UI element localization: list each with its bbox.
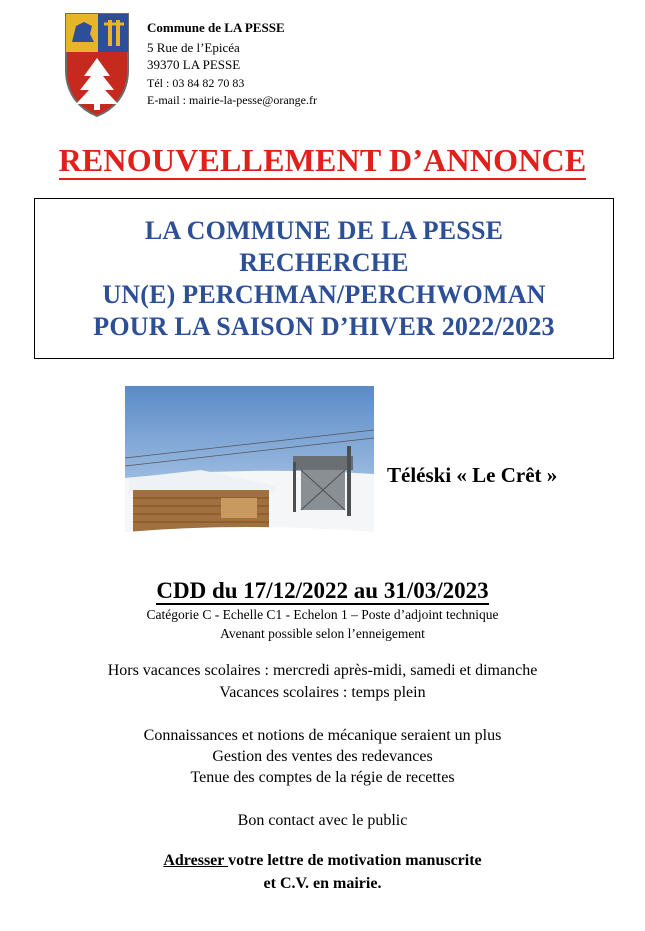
street-address: 5 Rue de l’Epicéa (147, 40, 240, 55)
contract-dates-text: CDD du 17/12/2022 au 31/03/2023 (156, 578, 489, 603)
skill-contact: Bon contact avec le public (237, 812, 408, 829)
page-title (0, 142, 645, 179)
announcement-line: RECHERCHE (239, 248, 409, 277)
email-address: E-mail : mairie-la-pesse@orange.fr (147, 93, 317, 107)
commune-name: Commune de LA PESSE (147, 20, 285, 35)
skill-mechanics: Connaissances et notions de mécanique seraient un plus (143, 727, 502, 744)
apply-verb: Adresser (163, 852, 229, 869)
announcement-line: POUR LA SAISON D’HIVER 2022/2023 (93, 312, 555, 341)
photo-caption: Téléski « Le Crêt » (387, 463, 558, 487)
announcement-box (34, 198, 614, 359)
announcement-line: LA COMMUNE DE LA PESSE (144, 216, 504, 245)
coat-of-arms-icon (64, 12, 130, 118)
contract-category: Catégorie C - Echelle C1 - Echelon 1 – Poste d’adjoint technique (146, 607, 499, 622)
skill-sales: Gestion des ventes des redevances (212, 748, 433, 765)
contract-amendment: Avenant possible selon l’enneigement (220, 626, 425, 641)
phone-number: Tél : 03 84 82 70 83 (147, 76, 245, 90)
city-address: 39370 LA PESSE (147, 57, 241, 72)
schedule-holidays: Vacances scolaires : temps plein (219, 684, 426, 701)
ski-lift-photo (125, 386, 374, 553)
skill-accounts: Tenue des comptes de la régie de recettes (190, 769, 455, 786)
page-title-text: RENOUVELLEMENT D’ANNONCE (58, 142, 587, 178)
announcement-line: UN(E) PERCHMAN/PERCHWOMAN (102, 280, 546, 309)
apply-instruction (0, 852, 645, 870)
schedule-outside-holidays: Hors vacances scolaires : mercredi après-midi, samedi et dimanche (107, 662, 538, 679)
apply-instruction-line2: et C.V. en mairie. (263, 875, 382, 892)
apply-rest: votre lettre de motivation manuscrite (228, 852, 482, 869)
contract-dates (0, 578, 645, 604)
